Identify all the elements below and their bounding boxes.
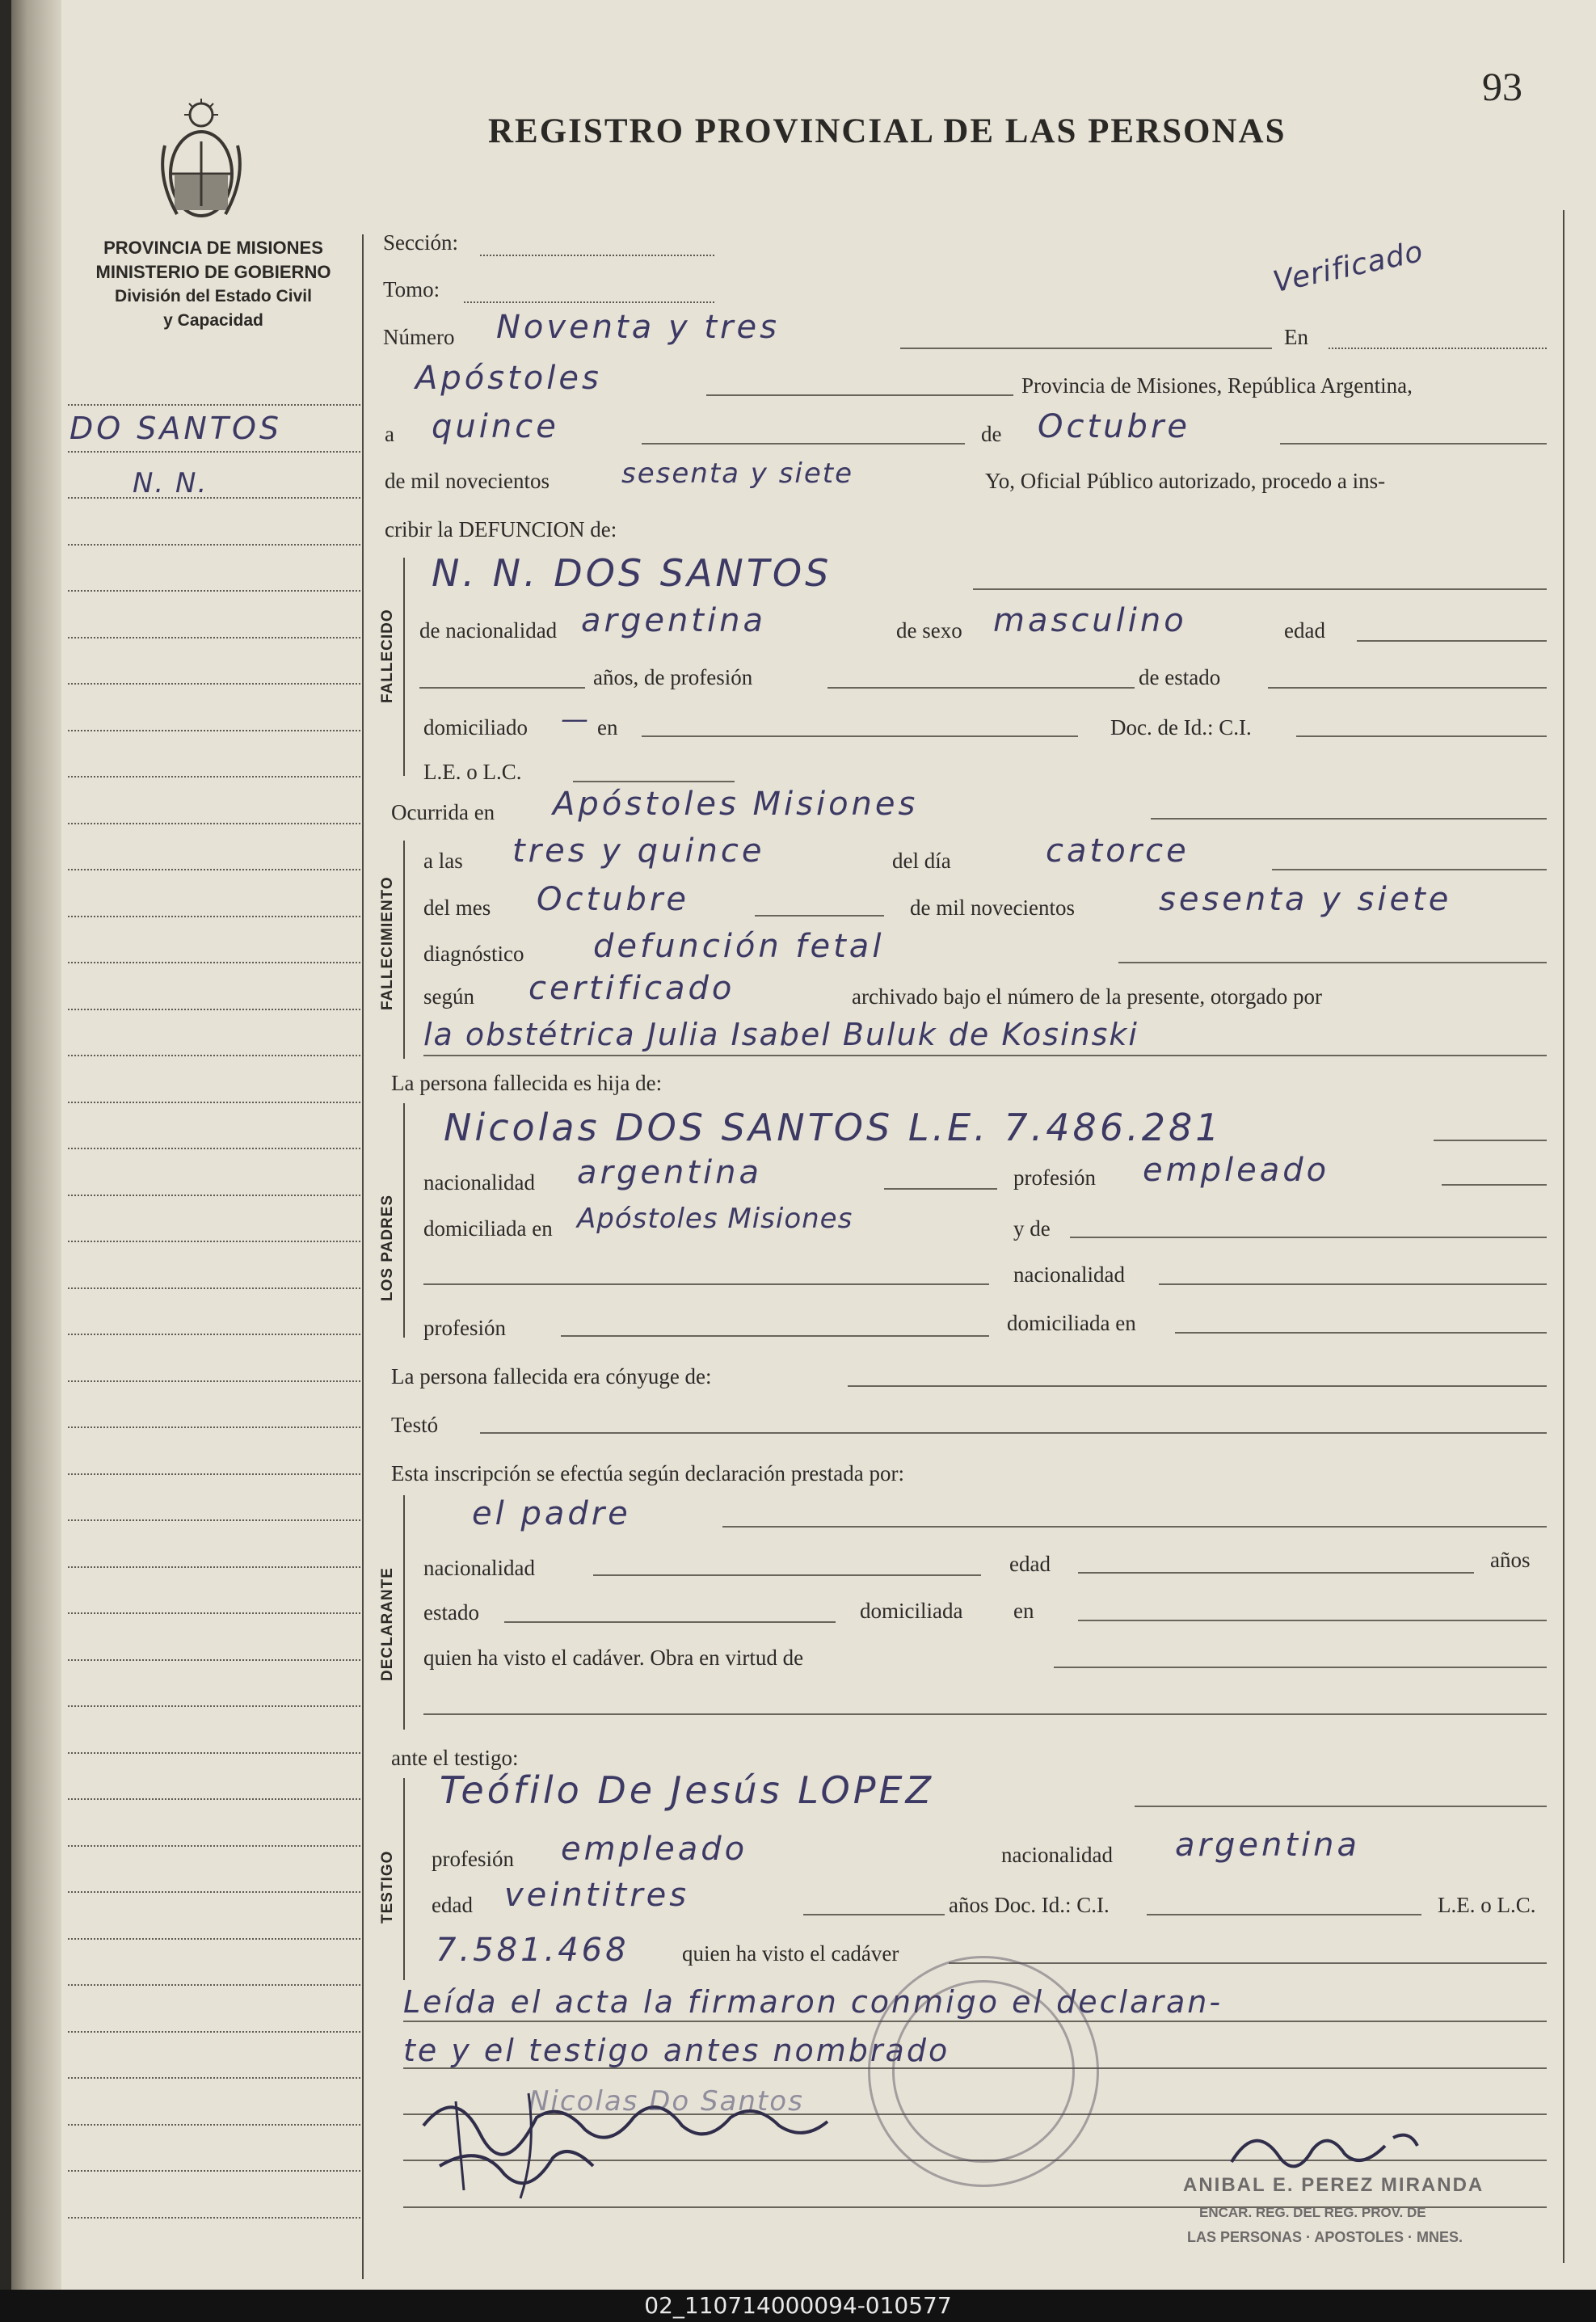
label-testo: Testó — [391, 1413, 439, 1437]
section-padres: LOS PADRES — [379, 1194, 396, 1301]
line-madre-nombre — [423, 1283, 989, 1285]
section-bar-declarante — [403, 1495, 405, 1730]
label-profesion-madre: profesión — [423, 1316, 506, 1340]
value-mes: Octubre — [1038, 408, 1190, 445]
margin-line — [68, 2217, 360, 2219]
label-anos-profesion: años, de profesión — [593, 665, 753, 689]
label-edad-declarante: edad — [1009, 1552, 1051, 1576]
label-anos-doc: años Doc. Id.: C.I. — [949, 1893, 1110, 1917]
verification-annotation: Verificado — [1270, 234, 1427, 300]
value-otorgado: la obstétrica Julia Isabel Buluk de Kosinski — [423, 1017, 1139, 1052]
section-fallecido: FALLECIDO — [379, 609, 396, 703]
line-profesion-madre — [561, 1335, 989, 1337]
margin-line — [68, 1241, 360, 1242]
label-edad-fallecido: edad — [1284, 618, 1325, 643]
label-domiciliada-madre: domiciliada en — [1007, 1311, 1136, 1335]
value-dia-fallecimiento: catorce — [1046, 832, 1190, 870]
line-nombre — [973, 588, 1547, 590]
margin-surname: DO SANTOS — [69, 411, 283, 446]
right-border — [1563, 210, 1564, 2263]
value-diagnostico: defunción fetal — [593, 928, 885, 965]
margin-line — [68, 869, 360, 870]
label-domiciliado: domiciliado — [423, 715, 528, 740]
label-en-domicilio: en — [597, 715, 618, 740]
value-domiciliado: — — [561, 703, 590, 735]
line-nacionalidad-declarante — [593, 1574, 981, 1576]
label-nacionalidad-testigo: nacionalidad — [1001, 1843, 1113, 1867]
label-a: a — [385, 422, 394, 446]
line-mes-fallecimiento — [755, 915, 884, 917]
field-tomo — [464, 301, 714, 303]
label-segun: según — [423, 984, 474, 1009]
value-anio: sesenta y siete — [621, 457, 854, 490]
value-nacionalidad-padre: argentina — [577, 1154, 762, 1191]
line-declarante — [722, 1526, 1547, 1528]
label-seccion: Sección: — [383, 230, 458, 255]
value-declarante: el padre — [472, 1495, 631, 1532]
page-title: REGISTRO PROVINCIAL DE LAS PERSONAS — [488, 112, 1286, 150]
label-de-mil: de mil novecientos — [385, 469, 550, 493]
value-doc-testigo: 7.581.468 — [436, 1932, 630, 1969]
margin-line — [68, 1426, 360, 1428]
margin-line — [68, 1287, 360, 1289]
office-line-province: PROVINCIA DE MISIONES — [103, 238, 323, 258]
label-archivado: archivado bajo el número de la presente, otorgado por — [852, 984, 1323, 1009]
line-domicilio-declarante — [1078, 1620, 1547, 1621]
label-en: En — [1284, 325, 1308, 349]
margin-line — [68, 2031, 360, 2033]
margin-line — [68, 2077, 360, 2079]
line-profesion-padre — [1442, 1184, 1547, 1186]
margin-line — [68, 2124, 360, 2126]
margin-line — [68, 497, 360, 499]
label-y-de: y de — [1013, 1216, 1051, 1241]
value-padre: Nicolas DOS SANTOS L.E. 7.486.281 — [444, 1106, 1223, 1149]
margin-line — [68, 590, 360, 592]
value-profesion-padre: empleado — [1143, 1152, 1330, 1189]
label-domiciliada-declarante: domiciliada — [860, 1599, 963, 1623]
label-mil-novecientos: de mil novecientos — [910, 896, 1075, 920]
value-sexo: masculino — [993, 602, 1187, 639]
line-anos — [419, 687, 585, 689]
section-fallecimiento: FALLECIMIENTO — [379, 876, 396, 1010]
margin-line — [68, 1473, 360, 1475]
margin-line — [68, 776, 360, 778]
margin-line — [68, 683, 360, 685]
margin-line — [68, 1659, 360, 1661]
line-localidad — [706, 394, 1013, 396]
line-estado-declarante — [504, 1621, 836, 1623]
line-domicilio-madre — [1175, 1332, 1547, 1334]
label-conyuge: La persona fallecida era cónyuge de: — [391, 1364, 712, 1389]
label-inscripcion: Esta inscripción se efectúa según declaración prestada por: — [391, 1461, 904, 1485]
official-seal-inner-icon — [892, 1980, 1075, 2163]
label-ocurrida: Ocurrida en — [391, 800, 495, 824]
line-doc-testigo — [1147, 1914, 1421, 1915]
margin-line — [68, 404, 360, 406]
field-seccion — [480, 255, 714, 256]
margin-line — [68, 1334, 360, 1335]
label-quien-visto: quien ha visto el cadáver. Obra en virtud de — [423, 1646, 804, 1670]
label-hija-de: La persona fallecida es hija de: — [391, 1071, 663, 1095]
footer-id: 02_110714000094-010577 — [0, 2290, 1596, 2322]
line-edad-fallecido — [1357, 640, 1547, 642]
margin-line — [68, 730, 360, 731]
line-testigo — [1135, 1806, 1547, 1807]
line-le-lc — [573, 781, 735, 782]
label-nacionalidad-fallecido: de nacionalidad — [419, 618, 558, 643]
margin-line — [68, 544, 360, 546]
label-a-las: a las — [423, 849, 463, 873]
value-segun: certificado — [528, 970, 735, 1007]
line-profesion — [827, 687, 1135, 689]
value-nombre: N. N. DOS SANTOS — [432, 551, 832, 595]
stamp-office: LAS PERSONAS · APOSTOLES · MNES. — [1187, 2229, 1463, 2245]
line-edad-testigo — [803, 1914, 945, 1915]
line-estado — [1268, 687, 1547, 689]
margin-line — [68, 1055, 360, 1056]
line-ocurrida — [1151, 818, 1547, 820]
margin-line — [68, 1938, 360, 1940]
label-le-lc-testigo: L.E. o L.C. — [1438, 1893, 1536, 1917]
label-yo-oficial: Yo, Oficial Público autorizado, procedo a ins- — [985, 469, 1386, 493]
value-numero: Noventa y tres — [496, 309, 780, 346]
value-hora: tres y quince — [512, 832, 765, 870]
label-nacionalidad-declarante: nacionalidad — [423, 1556, 535, 1580]
office-line-capacity: y Capacidad — [163, 311, 263, 330]
office-line-ministry: MINISTERIO DE GOBIERNO — [95, 262, 331, 282]
line-madre — [1070, 1237, 1547, 1238]
label-edad-testigo: edad — [432, 1893, 473, 1917]
office-line-division: División del Estado Civil — [115, 287, 312, 306]
line-diagnostico — [1118, 962, 1547, 963]
document-page — [11, 0, 1596, 2290]
value-dia: quince — [432, 408, 559, 445]
margin-line — [68, 1891, 360, 1893]
label-tomo: Tomo: — [383, 277, 440, 301]
column-separator — [362, 234, 364, 2279]
margin-line — [68, 1566, 360, 1568]
section-bar-fallecido — [403, 558, 405, 776]
line-otorgado — [423, 1055, 1547, 1056]
line-cadaver — [949, 1962, 1547, 1964]
value-cierre-2: te y el testigo antes nombrado — [403, 2033, 950, 2068]
margin-line — [68, 1752, 360, 1754]
label-provincia: Provincia de Misiones, República Argentina, — [1021, 373, 1413, 398]
value-nacionalidad-testigo: argentina — [1175, 1827, 1360, 1864]
label-en-declarante: en — [1013, 1599, 1034, 1623]
label-estado-declarante: estado — [423, 1600, 479, 1625]
binding-edge — [11, 0, 61, 2290]
signature-text: Nicolas Do Santos — [528, 2085, 804, 2118]
line-edad-declarante — [1078, 1572, 1474, 1574]
coat-of-arms-icon — [157, 97, 246, 226]
margin-given-names: N. N. — [133, 467, 208, 499]
label-quien-visto-cadaver: quien ha visto el cadáver — [682, 1941, 899, 1966]
label-del-dia: del día — [892, 849, 951, 873]
label-le-lc: L.E. o L.C. — [423, 760, 522, 784]
label-numero: Número — [383, 325, 455, 349]
line-mes — [1280, 443, 1547, 445]
label-cribir: cribir la DEFUNCION de: — [385, 517, 617, 542]
label-sexo: de sexo — [896, 618, 962, 643]
value-testigo: Teófilo De Jesús LOPEZ — [440, 1768, 935, 1812]
line-nacionalidad-padre — [884, 1188, 997, 1190]
page-number: 93 — [1482, 64, 1522, 109]
label-anos-declarante: años — [1490, 1548, 1531, 1572]
value-edad-testigo: veintitres — [504, 1877, 690, 1914]
section-declarante: DECLARANTE — [379, 1567, 396, 1681]
value-profesion-testigo: empleado — [561, 1831, 748, 1868]
label-del-mes: del mes — [423, 896, 491, 920]
label-domiciliada-padre: domiciliada en — [423, 1216, 553, 1241]
label-doc-id: Doc. de Id.: C.I. — [1110, 715, 1252, 740]
label-diagnostico: diagnóstico — [423, 942, 524, 966]
margin-line — [68, 823, 360, 824]
line-dia — [642, 443, 965, 445]
margin-line — [68, 1612, 360, 1614]
margin-line — [68, 1009, 360, 1010]
label-profesion-testigo: profesión — [432, 1847, 514, 1871]
line-obra-virtud-2 — [423, 1713, 1547, 1715]
margin-line — [68, 451, 360, 453]
office-header — [60, 236, 367, 333]
margin-line — [68, 1705, 360, 1707]
stamp-role: ENCAR. REG. DEL REG. PROV. DE — [1199, 2205, 1426, 2220]
line-conyuge — [848, 1385, 1547, 1387]
section-bar-testigo — [403, 1778, 405, 1980]
label-de: de — [981, 422, 1002, 446]
margin-line — [68, 1519, 360, 1521]
line-padre — [1434, 1140, 1547, 1141]
margin-line — [68, 1845, 360, 1847]
line-testo — [480, 1432, 1547, 1434]
margin-line — [68, 1148, 360, 1149]
margin-line — [68, 1102, 360, 1103]
margin-line — [68, 1380, 360, 1382]
section-bar-fallecimiento — [403, 841, 405, 1059]
value-localidad: Apóstoles — [415, 360, 602, 397]
line-obra-virtud — [1054, 1667, 1547, 1668]
margin-line — [68, 1984, 360, 1986]
line-doc-id — [1296, 735, 1547, 737]
value-mes-fallecimiento: Octubre — [537, 881, 689, 918]
margin-line — [68, 916, 360, 917]
line-domicilio — [642, 735, 1078, 737]
line-nacionalidad-madre — [1159, 1283, 1547, 1285]
field-en — [1329, 348, 1547, 349]
value-anio-fallecimiento: sesenta y siete — [1159, 881, 1452, 918]
value-cierre-1: Leída el acta la firmaron conmigo el declaran- — [403, 1984, 1223, 2020]
label-nacionalidad-padre: nacionalidad — [423, 1170, 535, 1195]
line-dia-fallecimiento — [1272, 869, 1547, 870]
value-domicilio-padre: Apóstoles Misiones — [577, 1203, 853, 1235]
stamp-name: ANIBAL E. PEREZ MIRANDA — [1183, 2174, 1484, 2196]
line-numero — [900, 348, 1272, 349]
label-profesion-padre: profesión — [1013, 1165, 1096, 1190]
label-ante-testigo: ante el testigo: — [391, 1746, 519, 1770]
margin-line — [68, 962, 360, 963]
section-bar-padres — [403, 1103, 405, 1338]
margin-line — [68, 1798, 360, 1800]
value-nacionalidad-fallecido: argentina — [581, 602, 766, 639]
section-testigo: TESTIGO — [379, 1850, 396, 1924]
margin-line — [68, 2170, 360, 2172]
margin-line — [68, 637, 360, 638]
margin-line — [68, 1195, 360, 1196]
label-nacionalidad-madre: nacionalidad — [1013, 1262, 1125, 1287]
label-estado: de estado — [1139, 665, 1221, 689]
value-ocurrida: Apóstoles Misiones — [553, 786, 919, 823]
